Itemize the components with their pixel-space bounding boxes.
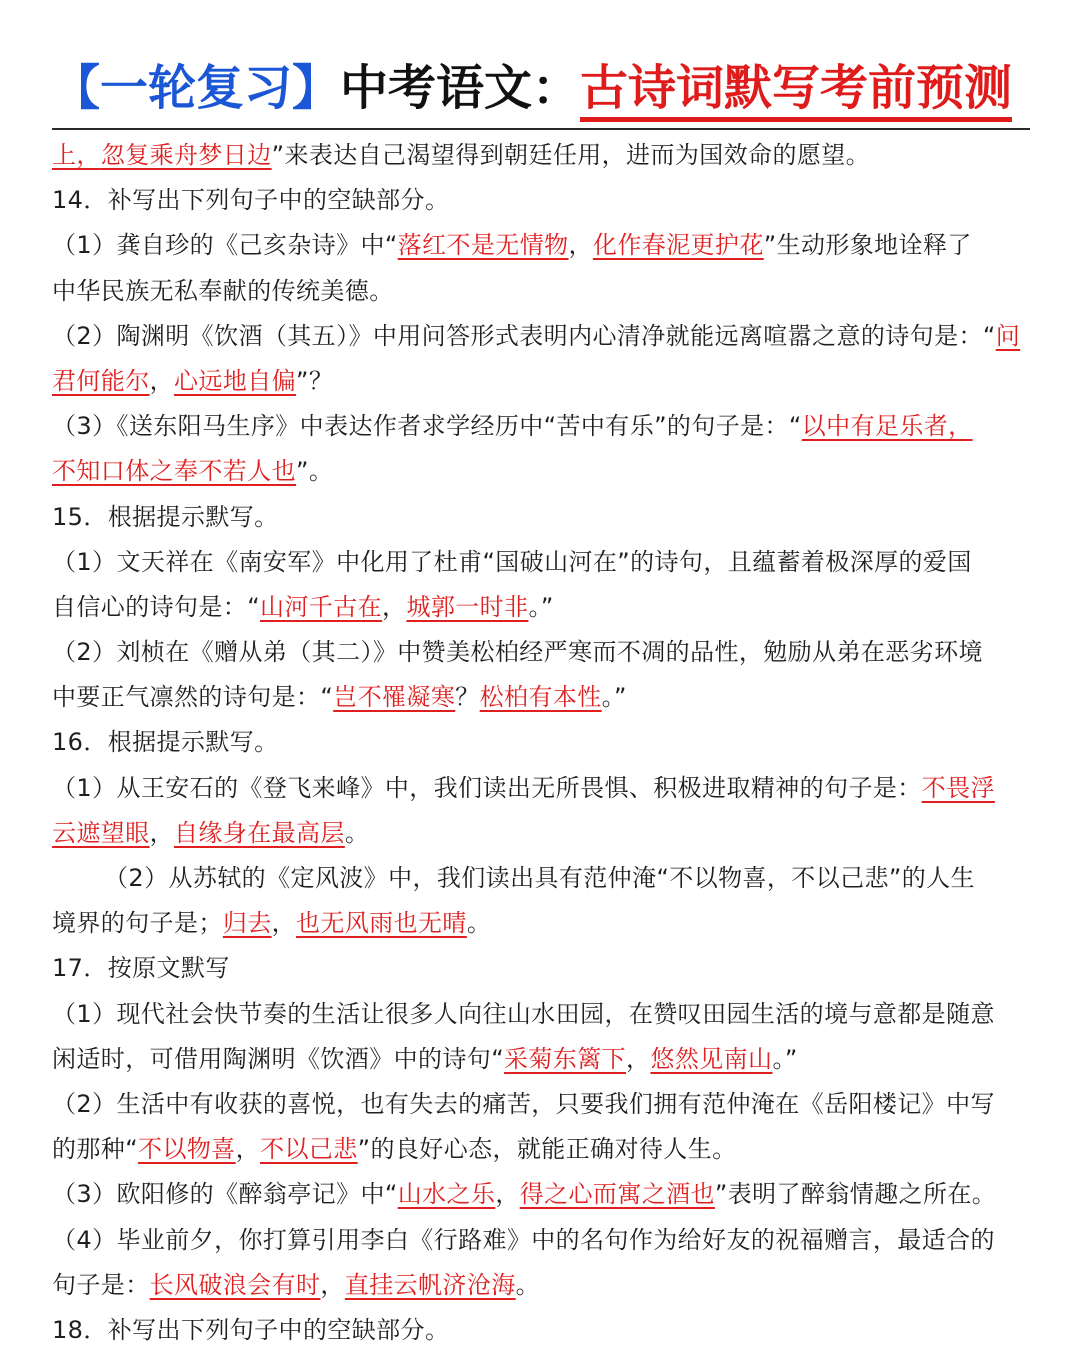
answer-text: 化作春泥更护花 (592, 231, 764, 260)
question-text: ？ (455, 683, 480, 712)
question-text: 中华民族无私奉献的传统美德。 (52, 276, 394, 305)
text-line (52, 223, 1038, 268)
question-text: （2）陶渊明《饮酒（其五）》中用问答形式表明内心清净就能远离喧嚣之意的诗句是：“ (52, 321, 996, 350)
question-text: （1）龚自珍的《己亥杂诗》中“ (52, 231, 398, 260)
text-line (52, 404, 1038, 449)
page-title (0, 52, 1080, 132)
answer-text: 松柏有本性 (479, 683, 602, 712)
question-text: ”生动形象地诠释了 (763, 231, 972, 260)
answer-text: 直挂云帆济沧海 (344, 1270, 516, 1299)
question-text: 16．根据提示默写。 (52, 728, 279, 757)
question-text: 。 (515, 1270, 541, 1299)
answer-text: 岂不罹凝寒 (333, 683, 456, 712)
question-text: （1）文天祥在《南安军》中化用了杜甫“国破山河在”的诗句，且蕴蓄着极深厚的爱国 (52, 547, 972, 576)
question-text: （4）毕业前夕，你打算引用李白《行路难》中的名句作为给好友的祝福赠言，最适合的 (52, 1225, 995, 1254)
text-line (52, 992, 1038, 1037)
question-text: （3）欧阳修的《醉翁亭记》中“ (52, 1180, 398, 1209)
text-line (52, 1172, 1038, 1217)
answer-text: 以中有足乐者， (801, 412, 973, 441)
text-line (52, 449, 1038, 494)
text-line (52, 1037, 1038, 1082)
answer-text: 心远地自偏 (174, 366, 297, 395)
question-text: 的那种“ (52, 1135, 139, 1164)
question-text: 。” (528, 592, 554, 621)
question-text: ， (626, 1044, 651, 1073)
question-text: ， (568, 231, 593, 260)
answer-text: 采菊东篱下 (504, 1044, 627, 1073)
text-line (52, 1127, 1038, 1172)
question-text: ， (149, 366, 175, 395)
question-text: （2）生活中有收获的喜悦，也有失去的痛苦，只要我们拥有范仲淹在《岳阳楼记》中写 (52, 1089, 995, 1118)
text-line (52, 495, 1038, 540)
text-line (52, 359, 1038, 404)
text-line (52, 1082, 1038, 1127)
answer-text: 城郭一时非 (406, 592, 529, 621)
text-line (52, 585, 1038, 630)
text-line (52, 133, 1038, 178)
title-topic-part: 古诗词默写考前预测 (580, 60, 1012, 122)
title-subject-part: 中考语文： (340, 60, 581, 116)
text-line (52, 178, 1038, 223)
answer-text: 不知口体之奉不若人也 (52, 457, 296, 486)
document-body (52, 133, 1038, 1353)
question-text: ”？ (296, 366, 334, 395)
question-text: 。” (601, 683, 627, 712)
question-text: 。” (772, 1044, 798, 1073)
question-text: ”的良好心态，就能正确对待人生。 (357, 1135, 737, 1164)
answer-text: 问 (995, 321, 1021, 350)
question-text: 14．补写出下列句子中的空缺部分。 (52, 186, 450, 215)
question-text: 15．根据提示默写。 (52, 502, 279, 531)
question-text: ， (149, 818, 175, 847)
question-text: （1）从王安石的《登飞来峰》中，我们读出无所畏惧、积极进取精神的句子是： (52, 773, 922, 802)
question-text: ”表明了醉翁情趣之所在。 (714, 1180, 997, 1209)
text-line (52, 630, 1038, 675)
text-line (52, 1308, 1038, 1353)
question-text: 中要正气凛然的诗句是：“ (52, 683, 334, 712)
answer-text: 得之心而寓之酒也 (519, 1180, 715, 1209)
question-text: ， (320, 1270, 345, 1299)
answer-text: 也无风雨也无晴 (296, 909, 467, 938)
text-line (52, 269, 1038, 314)
question-text: ”。 (296, 457, 334, 486)
text-line (52, 1263, 1038, 1308)
answer-text: 山河千古在 (260, 592, 383, 621)
answer-text: 自缘身在最高层 (174, 818, 345, 847)
answer-text: 云遮望眼 (52, 818, 150, 847)
question-text: ， (382, 592, 407, 621)
text-line (52, 811, 1038, 856)
answer-text: 忽复乘舟梦日边 (100, 141, 272, 169)
answer-text: 不畏浮 (921, 773, 995, 802)
question-text: 17．按原文默写 (52, 954, 230, 983)
question-text: 境界的句子是； (52, 909, 223, 938)
answer-text: 长风破浪会有时 (149, 1270, 321, 1299)
text-line (52, 946, 1038, 991)
text-line (52, 540, 1038, 585)
title-divider (52, 128, 1030, 130)
question-text: 18．补写出下列句子中的空缺部分。 (52, 1315, 450, 1344)
title-bracket-part: 【一轮复习】 (52, 60, 341, 116)
answer-text: 悠然见南山 (650, 1044, 773, 1073)
question-text: （2）刘桢在《赠从弟（其二）》中赞美松柏经严寒而不凋的品性，勉励从弟在恶劣环境 (52, 638, 983, 667)
text-line (52, 856, 1038, 901)
question-text: 。 (344, 818, 370, 847)
answer-text: 山水之乐 (397, 1180, 496, 1209)
text-line (52, 766, 1038, 811)
question-text: （3）《送东阳马生序》中表达作者求学经历中“苦中有乐”的句子是：“ (52, 412, 802, 441)
question-text: ， (235, 1135, 261, 1164)
text-line (52, 675, 1038, 720)
question-text: （2）从苏轼的《定风波》中，我们读出具有范仲淹“不以物喜，不以己悲”的人生 (104, 864, 975, 892)
question-text: ， (495, 1180, 520, 1209)
question-text: （1）现代社会快节奏的生活让很多人向往山水田园，在赞叹田园生活的境与意都是随意 (52, 999, 995, 1028)
title-text (52, 52, 1012, 124)
text-line (52, 1218, 1038, 1263)
text-line (52, 720, 1038, 765)
question-text: ， (271, 909, 297, 938)
answer-text: 不以物喜 (138, 1135, 236, 1164)
answer-text: 不以己悲 (260, 1135, 358, 1164)
question-text: 自信心的诗句是：“ (52, 592, 261, 621)
answer-text: 君何能尔 (52, 366, 150, 395)
question-text: 闲适时，可借用陶渊明《饮酒》中的诗句“ (52, 1044, 505, 1073)
text-line (52, 314, 1038, 359)
question-text: 句子是： (52, 1270, 150, 1299)
question-text: 。 (466, 909, 492, 938)
question-text: ”来表达自己渴望得到朝廷任用，进而为国效命的愿望。 (271, 141, 871, 169)
answer-text: 归去 (222, 909, 272, 938)
text-line (52, 901, 1038, 946)
answer-text: 上， (52, 141, 101, 169)
answer-text: 落红不是无情物 (397, 231, 569, 260)
